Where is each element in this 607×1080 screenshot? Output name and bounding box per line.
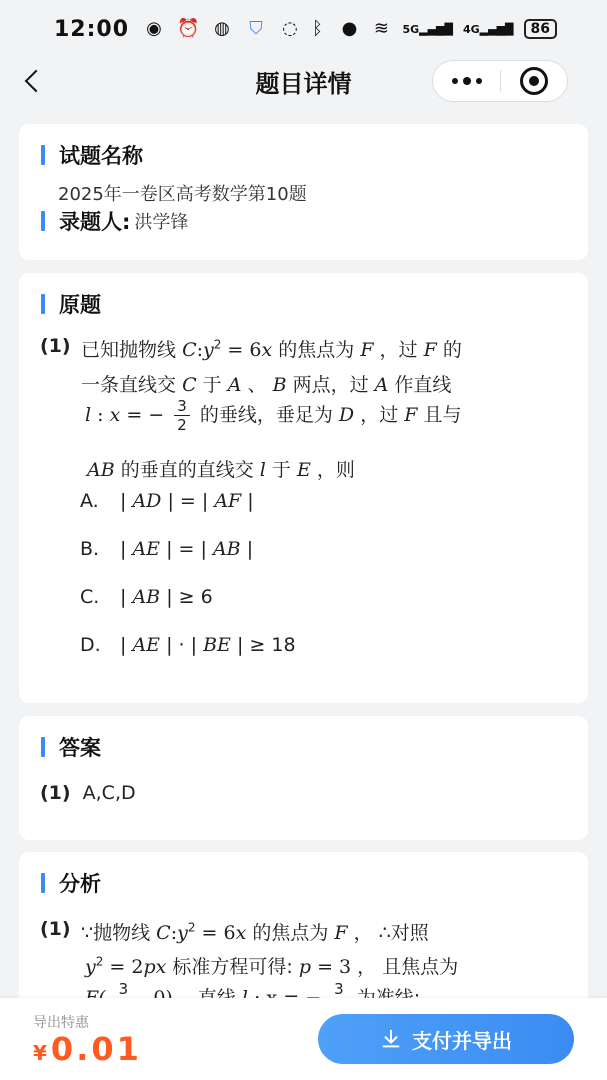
section-title-answer: [41, 732, 101, 762]
analysis-number: (1): [40, 918, 71, 940]
question-line-4: AB 的垂直的直线交 l 于 E ，则: [87, 459, 355, 481]
answer-line: [40, 782, 136, 804]
dot-icon: [463, 77, 471, 85]
nav-bar: [0, 58, 607, 104]
section-accent-bar: [41, 294, 45, 314]
answer-value: A,C,D: [82, 782, 136, 804]
option-a[interactable]: A. | AD | = | AF |: [80, 490, 254, 512]
option-d[interactable]: D. | AE | · | BE | ≥ 18: [80, 634, 296, 656]
author-row: [41, 206, 188, 236]
status-time: 12:00: [54, 16, 130, 42]
question-line-2: 一条直线交 C 于 A 、 B 两点，过 A 作直线: [81, 374, 452, 396]
analysis-line-2: $y^2 = 2px$ 标准方程可得: p = 3 ， 且焦点为: [85, 954, 459, 978]
fraction: $\frac{3}{2}$: [174, 397, 190, 434]
question-line-3: l : x = − $\frac{3}{2}$ 的垂线，垂足为 D ，过 F 且与: [85, 397, 462, 434]
section-title-label: 试题名称: [59, 144, 143, 168]
wifi-icon: ≋: [373, 18, 389, 39]
battery-icon: 86: [524, 19, 557, 39]
bluetooth-icon: ᛒ: [312, 18, 323, 39]
price-label: 导出特惠: [33, 1015, 89, 1031]
page-title: 题目详情: [255, 70, 352, 98]
dot-icon: [476, 78, 482, 84]
question-number: (1): [40, 335, 71, 357]
section-title-analysis: [41, 868, 101, 898]
price-value: 0.01: [50, 1030, 142, 1068]
eye-icon: ◉: [146, 18, 162, 39]
option-b[interactable]: B. | AE | = | AB |: [80, 538, 254, 560]
fraction: 3: [331, 980, 347, 1017]
bottom-bar: [0, 998, 607, 1080]
fraction: 3: [116, 980, 132, 1017]
section-accent-bar: [41, 737, 45, 757]
section-title-label: 分析: [59, 872, 101, 896]
price: [33, 1030, 142, 1068]
author-label: 录题人:: [59, 210, 131, 234]
answer-number: (1): [40, 782, 71, 804]
signal-5g-icon: 5G▂▄▆█: [402, 22, 453, 36]
alarm-icon: ⏰: [177, 18, 200, 39]
target-icon: [520, 67, 548, 95]
section-accent-bar: [41, 873, 45, 893]
location-icon: ●: [341, 18, 358, 39]
wechat-icon: ◍: [214, 18, 230, 39]
pay-and-export-button[interactable]: [318, 1014, 574, 1064]
question-card: [19, 273, 588, 703]
info-card: [19, 124, 588, 260]
question-name: 2025年一卷区高考数学第10题: [58, 184, 307, 205]
section-accent-bar: [41, 145, 45, 165]
author-name: 洪学锋: [134, 212, 189, 233]
answer-card: [19, 716, 588, 840]
shield-icon: ⛉: [249, 18, 263, 39]
analysis-line-1: ∵抛物线 $C:y^2 = 6x$ 的焦点为 F ， ∴对照: [81, 920, 429, 944]
section-accent-bar: [41, 211, 45, 231]
dot-icon: [452, 78, 458, 84]
status-left-icons: [143, 19, 301, 39]
status-right-icons: [306, 19, 557, 39]
option-c[interactable]: C. | AB | ≥ 6: [80, 586, 213, 608]
section-title-label: 原题: [59, 293, 101, 317]
pay-button-label: 支付并导出: [412, 1028, 512, 1053]
status-bar: [0, 0, 607, 58]
currency-symbol: ¥: [33, 1041, 47, 1065]
close-miniprogram-button[interactable]: [501, 61, 567, 101]
download-icon: [380, 1028, 402, 1050]
section-title-question: [41, 289, 101, 319]
question-line-1: 已知抛物线 $C:y^2 = 6x$ 的焦点为 F ，过 F 的: [81, 337, 462, 361]
section-title-label: 答案: [59, 736, 101, 760]
mini-program-capsule: [432, 60, 568, 102]
chat-bubble-icon: ◌: [282, 18, 298, 39]
section-title-info: [41, 140, 143, 170]
more-options-button[interactable]: [433, 61, 500, 101]
signal-4g-icon: 4G▂▄▆█: [462, 22, 514, 36]
